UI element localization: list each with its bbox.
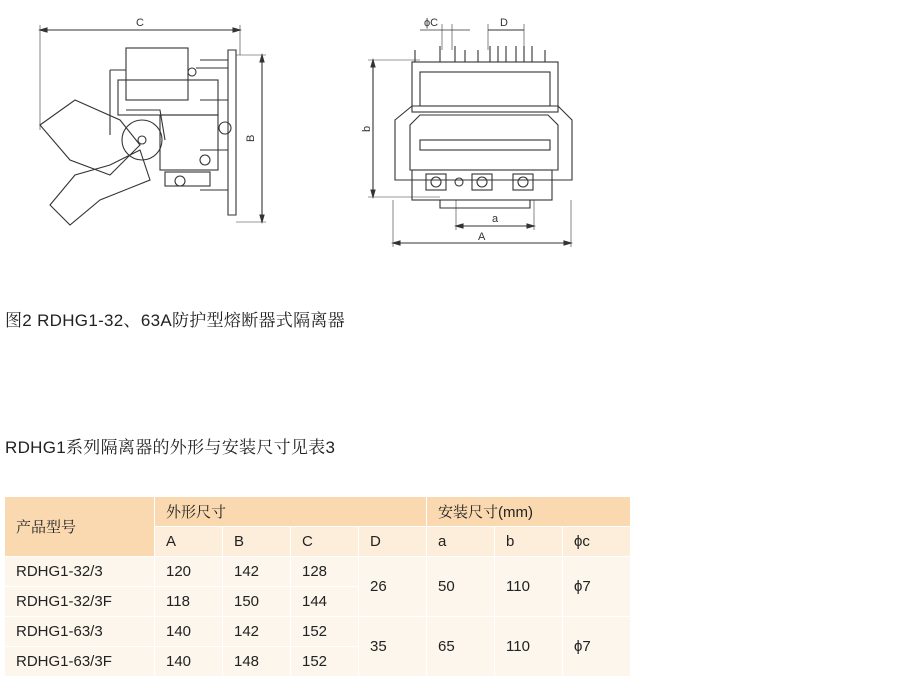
cell-b: 110 — [495, 557, 563, 617]
cell-A: 140 — [155, 617, 223, 647]
cell-A: 118 — [155, 587, 223, 617]
cell-D: 26 — [359, 557, 427, 617]
install-dimensions-header: 安装尺寸(mm) — [427, 497, 631, 527]
cell-D: 35 — [359, 617, 427, 677]
cell-phic: ϕ7 — [563, 617, 631, 677]
cell-B: 142 — [223, 557, 291, 587]
model-cell: RDHG1-63/3F — [5, 647, 155, 677]
outer-dimensions-header: 外形尺寸 — [155, 497, 427, 527]
label-B: B — [245, 134, 257, 142]
table-row — [5, 617, 631, 647]
cell-B: 142 — [223, 617, 291, 647]
cell-a: 65 — [427, 617, 495, 677]
label-A: A — [478, 231, 486, 243]
cell-C: 152 — [291, 647, 359, 677]
model-cell: RDHG1-32/3 — [5, 557, 155, 587]
col-header-A: A — [155, 527, 223, 557]
col-header-B: B — [223, 527, 291, 557]
figure-caption: 图2 RDHG1-32、63A防护型熔断器式隔离器 — [5, 311, 346, 330]
label-D: D — [500, 17, 508, 29]
model-cell: RDHG1-63/3 — [5, 617, 155, 647]
col-header-C: C — [291, 527, 359, 557]
table-header-row-1 — [5, 497, 631, 527]
col-header-a: a — [427, 527, 495, 557]
table-row — [5, 557, 631, 587]
technical-drawing — [0, 0, 900, 260]
cell-B: 150 — [223, 587, 291, 617]
cell-B: 148 — [223, 647, 291, 677]
cell-C: 152 — [291, 617, 359, 647]
label-phiC: ϕC — [424, 17, 439, 29]
col-header-D: D — [359, 527, 427, 557]
intro-text: RDHG1系列隔离器的外形与安装尺寸见表3 — [5, 438, 336, 457]
col-header-phic: ϕc — [563, 527, 631, 557]
label-C: C — [136, 17, 144, 29]
col-header-b: b — [495, 527, 563, 557]
model-cell: RDHG1-32/3F — [5, 587, 155, 617]
front-view-drawing — [368, 24, 572, 247]
cell-b: 110 — [495, 617, 563, 677]
cell-phic: ϕ7 — [563, 557, 631, 617]
model-header: 产品型号 — [5, 497, 155, 557]
side-view-drawing — [40, 25, 266, 225]
cell-A: 140 — [155, 647, 223, 677]
dimension-table — [4, 496, 631, 677]
label-a: a — [492, 213, 499, 225]
cell-a: 50 — [427, 557, 495, 617]
label-b: b — [361, 125, 373, 132]
cell-C: 144 — [291, 587, 359, 617]
cell-C: 128 — [291, 557, 359, 587]
cell-A: 120 — [155, 557, 223, 587]
